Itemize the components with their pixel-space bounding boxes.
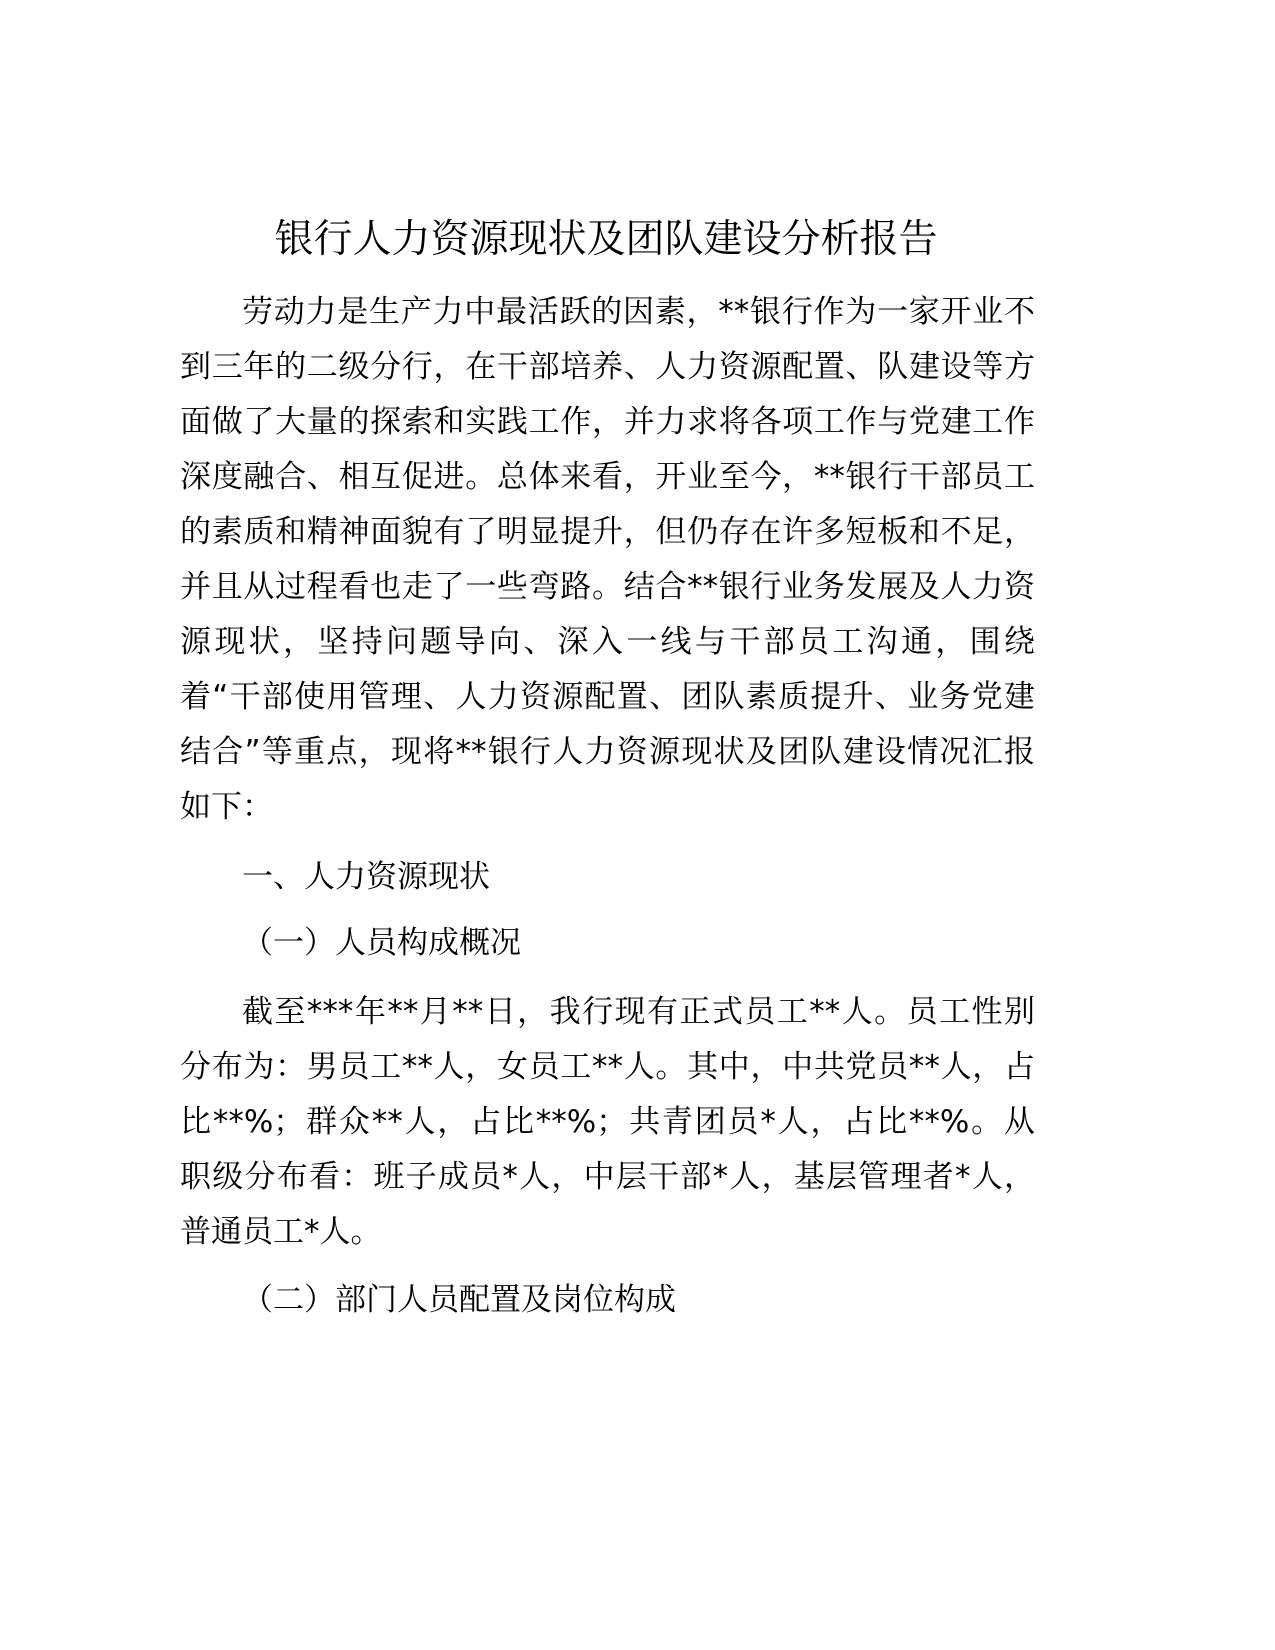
paragraph-line: 着“干部使用管理、人力资源配置、团队素质提升、业务党建 — [180, 679, 1035, 715]
paragraph-line: 并且从过程看也走了一些弯路。结合**银行业务发展及人力资 — [180, 569, 1035, 605]
paragraph-line: 面做了大量的探索和实践工作，并力求将各项工作与党建工作 — [180, 404, 1035, 440]
paragraph-line: 普通员工*人。 — [180, 1214, 382, 1250]
paragraph-line: 分布为：男员工**人，女员工**人。其中，中共党员**人，占 — [180, 1049, 1035, 1085]
intro-paragraph — [180, 285, 1035, 835]
paragraph-line: 劳动力是生产力中最活跃的因素，**银行作为一家开业不 — [242, 294, 1035, 330]
paragraph-line: 比**%；群众**人，占比**%；共青团员*人，占比**%。从 — [180, 1104, 1035, 1140]
paragraph-line: 深度融合、相互促进。总体来看，开业至今，**银行干部员工 — [180, 459, 1035, 495]
document-title: 银行人力资源现状及团队建设分析报告 — [274, 217, 938, 262]
staff-composition-paragraph — [180, 985, 1035, 1260]
section-heading-1: 一、人力资源现状 — [242, 859, 490, 895]
subsection-heading-1: （一）人员构成概况 — [242, 925, 521, 961]
paragraph-line: 到三年的二级分行，在干部培养、人力资源配置、队建设等方 — [180, 349, 1035, 385]
paragraph-line: 源现状，坚持问题导向、深入一线与干部员工沟通，围绕 — [180, 624, 1035, 660]
paragraph-line: 结合”等重点，现将**银行人力资源现状及团队建设情况汇报 — [180, 734, 1035, 770]
paragraph-line: 职级分布看：班子成员*人，中层干部*人，基层管理者*人， — [180, 1159, 1035, 1195]
paragraph-line: 的素质和精神面貌有了明显提升，但仍存在许多短板和不足， — [180, 514, 1035, 550]
paragraph-line: 如下： — [180, 789, 273, 825]
subsection-heading-2: （二）部门人员配置及岗位构成 — [242, 1282, 676, 1318]
paragraph-line: 截至***年**月**日，我行现有正式员工**人。员工性别 — [242, 994, 1035, 1030]
